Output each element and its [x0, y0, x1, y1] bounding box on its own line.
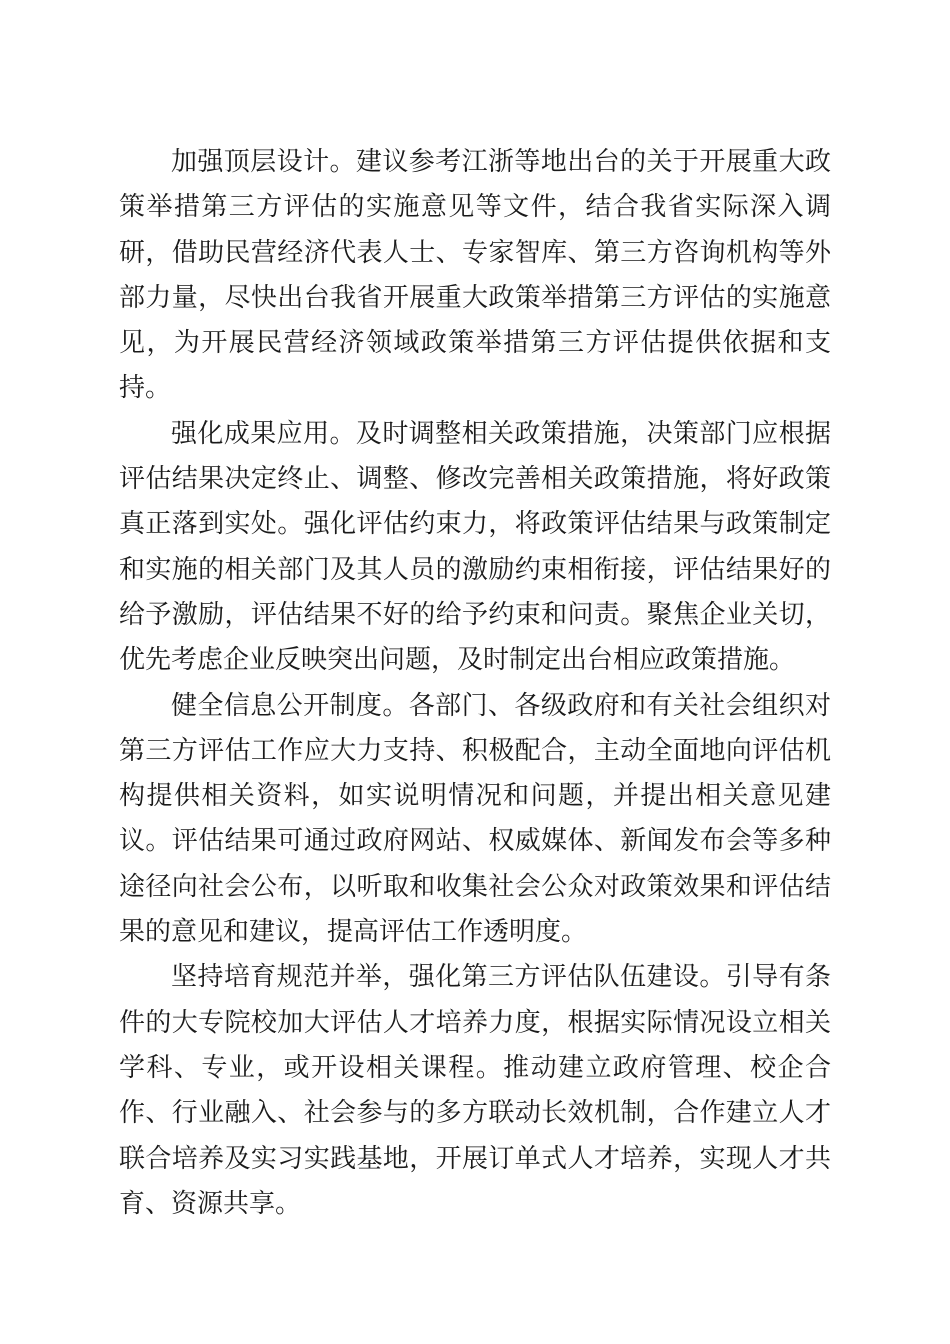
paragraph-top-level-design: 加强顶层设计。建议参考江浙等地出台的关于开展重大政策举措第三方评估的实施意见等文件，结合我省实际深入调研，借助民营经济代表人士、专家智库、第三方咨询机构等外部力量，尽快出台我省开展重大政策举措第三方评估的实施意见，为开展民营经济领域政策举措第三方评估提供依据和支持。: [119, 147, 831, 404]
document-body: [119, 140, 831, 1227]
paragraph-information-disclosure: 健全信息公开制度。各部门、各级政府和有关社会组织对第三方评估工作应大力支持、积极配合，主动全面地向评估机构提供相关资料，如实说明情况和问题，并提出相关意见建议。评估结果可通过政府网站、权威媒体、新闻发布会等多种途径向社会公布，以听取和收集社会公众对政策效果和评估结果的意见和建议，提高评估工作透明度。: [119, 690, 831, 948]
paragraph-team-building: 坚持培育规范并举，强化第三方评估队伍建设。引导有条件的大专院校加大评估人才培养力度，根据实际情况设立相关学科、专业，或开设相关课程。推动建立政府管理、校企合作、行业融入、社会参与的多方联动长效机制，合作建立人才联合培养及实习实践基地，开展订单式人才培养，实现人才共育、资源共享。: [119, 962, 831, 1219]
paragraph-result-application: 强化成果应用。及时调整相关政策措施，决策部门应根据评估结果决定终止、调整、修改完善相关政策措施，将好政策真正落到实处。强化评估约束力，将政策评估结果与政策制定和实施的相关部门及其人员的激励约束相衔接，评估结果好的给予激励，评估结果不好的给予约束和问责。聚焦企业关切，优先考虑企业反映突出问题，及时制定出台相应政策措施。: [119, 418, 831, 676]
